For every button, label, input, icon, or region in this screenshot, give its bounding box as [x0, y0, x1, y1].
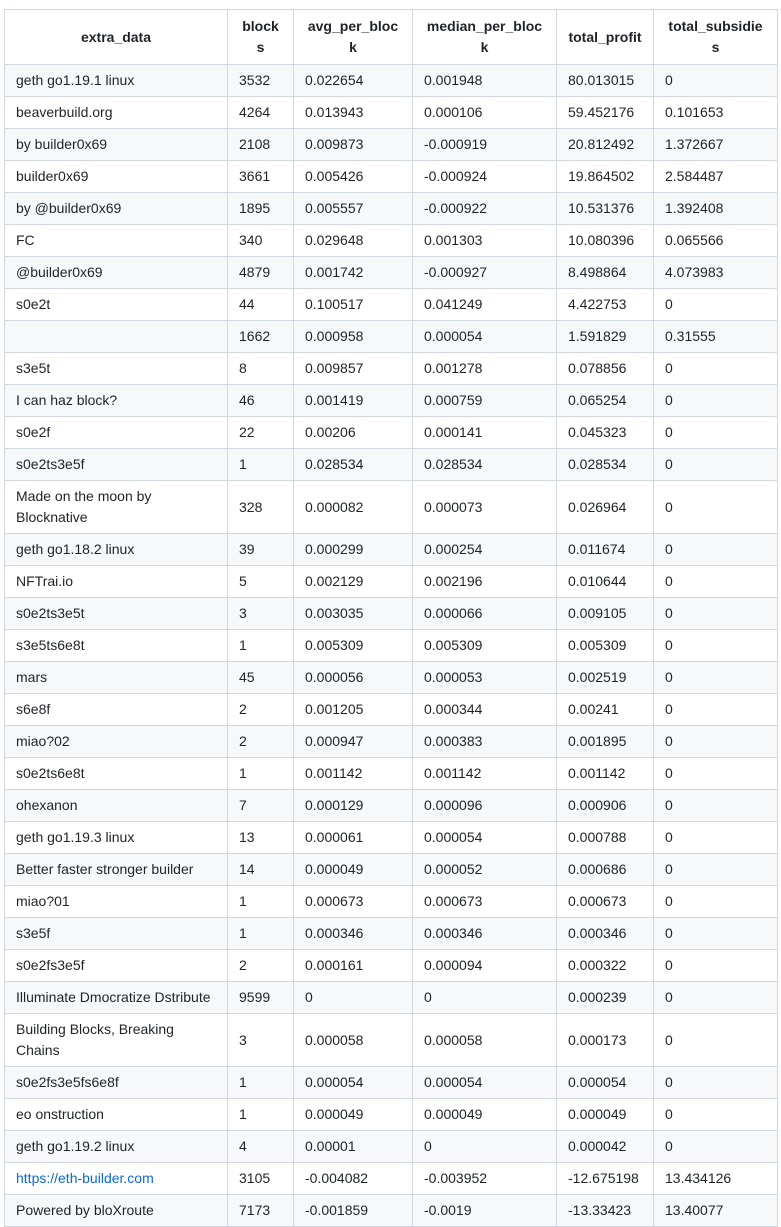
cell-avg-per-block: 0.000161	[294, 950, 413, 982]
cell-avg-per-block: 0.001419	[294, 385, 413, 417]
cell-total-profit: 19.864502	[557, 161, 654, 193]
cell-blocks: 46	[228, 385, 294, 417]
cell-total-profit: 0.000346	[557, 918, 654, 950]
cell-median-per-block: 0.000054	[413, 1067, 557, 1099]
cell-total-subsidies: 0	[654, 1067, 778, 1099]
cell-median-per-block: 0.041249	[413, 289, 557, 321]
cell-total-profit: 0.000049	[557, 1099, 654, 1131]
cell-blocks: 7173	[228, 1195, 294, 1227]
cell-extra-data: Better faster stronger builder	[5, 854, 228, 886]
cell-blocks: 5	[228, 566, 294, 598]
cell-total-profit: 0.000673	[557, 886, 654, 918]
cell-median-per-block: 0.000106	[413, 97, 557, 129]
cell-total-profit: -12.675198	[557, 1163, 654, 1195]
cell-median-per-block: 0.002196	[413, 566, 557, 598]
header-blocks: blocks	[228, 10, 294, 65]
cell-avg-per-block: 0.000056	[294, 662, 413, 694]
cell-avg-per-block: 0.001205	[294, 694, 413, 726]
cell-avg-per-block: 0.022654	[294, 65, 413, 97]
table-row	[5, 694, 778, 726]
cell-blocks: 7	[228, 790, 294, 822]
cell-extra-data: Made on the moon by Blocknative	[5, 481, 228, 534]
cell-total-subsidies: 0	[654, 534, 778, 566]
cell-total-subsidies: 0	[654, 65, 778, 97]
cell-avg-per-block: 0.000049	[294, 1099, 413, 1131]
cell-median-per-block: 0.000058	[413, 1014, 557, 1067]
cell-total-subsidies: 0	[654, 289, 778, 321]
cell-median-per-block: 0.000344	[413, 694, 557, 726]
cell-extra-data: by @builder0x69	[5, 193, 228, 225]
table-row	[5, 353, 778, 385]
cell-blocks: 39	[228, 534, 294, 566]
cell-median-per-block: -0.003952	[413, 1163, 557, 1195]
cell-median-per-block: 0	[413, 1131, 557, 1163]
table-row	[5, 225, 778, 257]
cell-avg-per-block: 0.00001	[294, 1131, 413, 1163]
cell-median-per-block: 0.000073	[413, 481, 557, 534]
cell-total-profit: 0.000788	[557, 822, 654, 854]
header-total-subsidies: total_subsidies	[654, 10, 778, 65]
cell-extra-data: s0e2ts3e5f	[5, 449, 228, 481]
cell-median-per-block: 0.001278	[413, 353, 557, 385]
cell-extra-data: s0e2f	[5, 417, 228, 449]
table-row	[5, 385, 778, 417]
cell-avg-per-block: 0.000058	[294, 1014, 413, 1067]
table-row	[5, 129, 778, 161]
cell-extra-data: mars	[5, 662, 228, 694]
cell-total-subsidies: 0	[654, 1099, 778, 1131]
cell-median-per-block: 0.001948	[413, 65, 557, 97]
cell-total-profit: 0.000173	[557, 1014, 654, 1067]
table-row	[5, 257, 778, 289]
cell-avg-per-block: 0.000947	[294, 726, 413, 758]
header-avg-per-block: avg_per_block	[294, 10, 413, 65]
cell-total-profit: 1.591829	[557, 321, 654, 353]
cell-median-per-block: -0.000922	[413, 193, 557, 225]
cell-avg-per-block: 0.001142	[294, 758, 413, 790]
table-row	[5, 97, 778, 129]
cell-median-per-block: 0.000052	[413, 854, 557, 886]
cell-median-per-block: 0.000054	[413, 822, 557, 854]
cell-total-subsidies: 0	[654, 566, 778, 598]
table-row	[5, 449, 778, 481]
table-header	[5, 10, 778, 65]
cell-avg-per-block: 0	[294, 982, 413, 1014]
cell-blocks: 13	[228, 822, 294, 854]
cell-total-profit: 0.028534	[557, 449, 654, 481]
cell-total-profit: 10.531376	[557, 193, 654, 225]
cell-total-profit: 0.010644	[557, 566, 654, 598]
cell-extra-data: Building Blocks, Breaking Chains	[5, 1014, 228, 1067]
cell-total-subsidies: 0	[654, 886, 778, 918]
header-total-profit: total_profit	[557, 10, 654, 65]
cell-extra-data: s0e2fs3e5fs6e8f	[5, 1067, 228, 1099]
cell-median-per-block: 0.000383	[413, 726, 557, 758]
cell-avg-per-block: 0.005309	[294, 630, 413, 662]
cell-median-per-block: -0.000924	[413, 161, 557, 193]
cell-total-subsidies: 0	[654, 982, 778, 1014]
table-row	[5, 481, 778, 534]
table-row	[5, 758, 778, 790]
cell-total-subsidies: 0	[654, 822, 778, 854]
table-row	[5, 918, 778, 950]
cell-total-subsidies: 0	[654, 449, 778, 481]
table-row	[5, 854, 778, 886]
cell-total-profit: 0.078856	[557, 353, 654, 385]
cell-total-profit: 0.000686	[557, 854, 654, 886]
cell-avg-per-block: 0.000049	[294, 854, 413, 886]
cell-avg-per-block: 0.000673	[294, 886, 413, 918]
cell-blocks: 14	[228, 854, 294, 886]
cell-total-profit: 0.000042	[557, 1131, 654, 1163]
table-row	[5, 1131, 778, 1163]
cell-extra-data: s0e2t	[5, 289, 228, 321]
cell-median-per-block: 0.000054	[413, 321, 557, 353]
cell-extra-data: by builder0x69	[5, 129, 228, 161]
cell-blocks: 2	[228, 726, 294, 758]
cell-median-per-block: 0.000053	[413, 662, 557, 694]
cell-extra-data: Powered by bloXroute	[5, 1195, 228, 1227]
cell-extra-data: miao?01	[5, 886, 228, 918]
cell-total-subsidies: 0	[654, 758, 778, 790]
cell-total-subsidies: 0	[654, 1131, 778, 1163]
cell-total-profit: 0.000906	[557, 790, 654, 822]
cell-total-subsidies: 0	[654, 481, 778, 534]
cell-extra-data: eo onstruction	[5, 1099, 228, 1131]
cell-total-profit: 0.065254	[557, 385, 654, 417]
cell-avg-per-block: 0.005426	[294, 161, 413, 193]
cell-avg-per-block: 0.000129	[294, 790, 413, 822]
cell-blocks: 45	[228, 662, 294, 694]
cell-total-profit: 20.812492	[557, 129, 654, 161]
cell-median-per-block: 0.005309	[413, 630, 557, 662]
table-row	[5, 65, 778, 97]
cell-avg-per-block: 0.009857	[294, 353, 413, 385]
cell-total-profit: 0.005309	[557, 630, 654, 662]
cell-avg-per-block: 0.028534	[294, 449, 413, 481]
cell-median-per-block: 0.000049	[413, 1099, 557, 1131]
header-extra-data: extra_data	[5, 10, 228, 65]
cell-extra-data: s6e8f	[5, 694, 228, 726]
cell-total-profit: 0.011674	[557, 534, 654, 566]
table-row	[5, 321, 778, 353]
cell-avg-per-block: -0.004082	[294, 1163, 413, 1195]
header-row	[5, 10, 778, 65]
cell-total-subsidies: 0	[654, 662, 778, 694]
cell-extra-data: ohexanon	[5, 790, 228, 822]
cell-median-per-block: 0.000096	[413, 790, 557, 822]
cell-avg-per-block: 0.100517	[294, 289, 413, 321]
table-row	[5, 1067, 778, 1099]
table-row	[5, 630, 778, 662]
table-row	[5, 790, 778, 822]
cell-median-per-block: 0.000094	[413, 950, 557, 982]
cell-median-per-block: 0.001303	[413, 225, 557, 257]
cell-median-per-block: 0.000673	[413, 886, 557, 918]
cell-median-per-block: 0.000066	[413, 598, 557, 630]
cell-avg-per-block: 0.002129	[294, 566, 413, 598]
cell-avg-per-block: 0.000958	[294, 321, 413, 353]
cell-total-subsidies: 0	[654, 598, 778, 630]
header-median-per-block: median_per_block	[413, 10, 557, 65]
cell-blocks: 3	[228, 1014, 294, 1067]
cell-median-per-block: 0.028534	[413, 449, 557, 481]
cell-blocks: 3532	[228, 65, 294, 97]
table-row	[5, 662, 778, 694]
cell-median-per-block: 0.000254	[413, 534, 557, 566]
cell-extra-data: s3e5t	[5, 353, 228, 385]
table-row	[5, 566, 778, 598]
table-row	[5, 1014, 778, 1067]
cell-blocks: 3105	[228, 1163, 294, 1195]
cell-avg-per-block: 0.009873	[294, 129, 413, 161]
cell-median-per-block: 0	[413, 982, 557, 1014]
cell-median-per-block: 0.000759	[413, 385, 557, 417]
cell-median-per-block: 0.000346	[413, 918, 557, 950]
cell-total-subsidies: 0	[654, 694, 778, 726]
cell-extra-data: Illuminate Dmocratize Dstribute	[5, 982, 228, 1014]
cell-avg-per-block: 0.000082	[294, 481, 413, 534]
table-row	[5, 598, 778, 630]
cell-total-subsidies: 0	[654, 417, 778, 449]
cell-extra-data: NFTrai.io	[5, 566, 228, 598]
table-row	[5, 822, 778, 854]
cell-total-profit: 0.001895	[557, 726, 654, 758]
cell-total-profit: 8.498864	[557, 257, 654, 289]
cell-extra-data	[5, 1163, 228, 1195]
cell-total-subsidies: 4.073983	[654, 257, 778, 289]
cell-total-profit: 0.009105	[557, 598, 654, 630]
cell-total-profit: 10.080396	[557, 225, 654, 257]
cell-extra-data	[5, 321, 228, 353]
cell-total-profit: 0.000239	[557, 982, 654, 1014]
cell-blocks: 4	[228, 1131, 294, 1163]
cell-blocks: 1	[228, 1067, 294, 1099]
cell-total-profit: 0.001142	[557, 758, 654, 790]
cell-avg-per-block: -0.001859	[294, 1195, 413, 1227]
cell-avg-per-block: 0.000061	[294, 822, 413, 854]
cell-total-subsidies: 0	[654, 726, 778, 758]
cell-blocks: 1895	[228, 193, 294, 225]
cell-total-subsidies: 0	[654, 1014, 778, 1067]
table-row	[5, 534, 778, 566]
cell-total-subsidies: 0	[654, 385, 778, 417]
cell-avg-per-block: 0.005557	[294, 193, 413, 225]
cell-blocks: 8	[228, 353, 294, 385]
table-row	[5, 289, 778, 321]
cell-extra-data: beaverbuild.org	[5, 97, 228, 129]
cell-total-subsidies: 0	[654, 630, 778, 662]
cell-total-subsidies: 13.434126	[654, 1163, 778, 1195]
cell-avg-per-block: 0.000299	[294, 534, 413, 566]
extra-data-link[interactable]: https://eth-builder.com	[16, 1170, 154, 1186]
cell-extra-data: s0e2fs3e5f	[5, 950, 228, 982]
cell-extra-data: s3e5ts6e8t	[5, 630, 228, 662]
table-row	[5, 982, 778, 1014]
cell-total-profit: 0.002519	[557, 662, 654, 694]
cell-blocks: 1	[228, 449, 294, 481]
cell-extra-data: @builder0x69	[5, 257, 228, 289]
cell-extra-data: FC	[5, 225, 228, 257]
cell-avg-per-block: 0.001742	[294, 257, 413, 289]
cell-avg-per-block: 0.00206	[294, 417, 413, 449]
table-body	[5, 65, 778, 1227]
table-row	[5, 1195, 778, 1227]
table-row	[5, 1099, 778, 1131]
cell-blocks: 2	[228, 950, 294, 982]
cell-total-profit: 4.422753	[557, 289, 654, 321]
cell-blocks: 2108	[228, 129, 294, 161]
cell-median-per-block: -0.0019	[413, 1195, 557, 1227]
table-row	[5, 161, 778, 193]
cell-total-profit: 0.000054	[557, 1067, 654, 1099]
cell-blocks: 44	[228, 289, 294, 321]
cell-blocks: 2	[228, 694, 294, 726]
cell-blocks: 1	[228, 886, 294, 918]
cell-median-per-block: -0.000927	[413, 257, 557, 289]
cell-median-per-block: 0.000141	[413, 417, 557, 449]
cell-total-profit: 0.00241	[557, 694, 654, 726]
cell-total-subsidies: 0.101653	[654, 97, 778, 129]
cell-avg-per-block: 0.003035	[294, 598, 413, 630]
cell-extra-data: I can haz block?	[5, 385, 228, 417]
cell-median-per-block: 0.001142	[413, 758, 557, 790]
cell-total-subsidies: 0.065566	[654, 225, 778, 257]
cell-blocks: 1	[228, 918, 294, 950]
table-row	[5, 417, 778, 449]
cell-total-subsidies: 1.372667	[654, 129, 778, 161]
cell-total-subsidies: 13.40077	[654, 1195, 778, 1227]
cell-blocks: 22	[228, 417, 294, 449]
cell-total-subsidies: 2.584487	[654, 161, 778, 193]
table-row	[5, 193, 778, 225]
cell-blocks: 328	[228, 481, 294, 534]
cell-blocks: 1	[228, 758, 294, 790]
cell-median-per-block: -0.000919	[413, 129, 557, 161]
cell-avg-per-block: 0.000346	[294, 918, 413, 950]
cell-avg-per-block: 0.013943	[294, 97, 413, 129]
cell-total-subsidies: 0	[654, 353, 778, 385]
cell-total-profit: 0.000322	[557, 950, 654, 982]
cell-total-profit: 59.452176	[557, 97, 654, 129]
cell-extra-data: geth go1.19.3 linux	[5, 822, 228, 854]
cell-total-profit: 0.026964	[557, 481, 654, 534]
cell-extra-data: geth go1.19.2 linux	[5, 1131, 228, 1163]
cell-total-subsidies: 0	[654, 918, 778, 950]
cell-total-profit: 80.013015	[557, 65, 654, 97]
cell-total-profit: 0.045323	[557, 417, 654, 449]
builder-profit-table	[4, 9, 778, 1227]
cell-extra-data: builder0x69	[5, 161, 228, 193]
cell-extra-data: geth go1.18.2 linux	[5, 534, 228, 566]
cell-extra-data: s0e2ts3e5t	[5, 598, 228, 630]
table-row	[5, 950, 778, 982]
cell-blocks: 1	[228, 630, 294, 662]
cell-extra-data: s0e2ts6e8t	[5, 758, 228, 790]
cell-total-profit: -13.33423	[557, 1195, 654, 1227]
cell-extra-data: miao?02	[5, 726, 228, 758]
cell-blocks: 3661	[228, 161, 294, 193]
table-row	[5, 886, 778, 918]
cell-blocks: 1662	[228, 321, 294, 353]
cell-total-subsidies: 1.392408	[654, 193, 778, 225]
cell-blocks: 340	[228, 225, 294, 257]
table-row	[5, 1163, 778, 1195]
table-row	[5, 726, 778, 758]
cell-total-subsidies: 0	[654, 950, 778, 982]
cell-total-subsidies: 0	[654, 854, 778, 886]
cell-blocks: 4264	[228, 97, 294, 129]
cell-blocks: 3	[228, 598, 294, 630]
cell-total-subsidies: 0.31555	[654, 321, 778, 353]
cell-blocks: 9599	[228, 982, 294, 1014]
cell-avg-per-block: 0.000054	[294, 1067, 413, 1099]
cell-extra-data: s3e5f	[5, 918, 228, 950]
cell-blocks: 4879	[228, 257, 294, 289]
cell-blocks: 1	[228, 1099, 294, 1131]
cell-total-subsidies: 0	[654, 790, 778, 822]
cell-avg-per-block: 0.029648	[294, 225, 413, 257]
cell-extra-data: geth go1.19.1 linux	[5, 65, 228, 97]
